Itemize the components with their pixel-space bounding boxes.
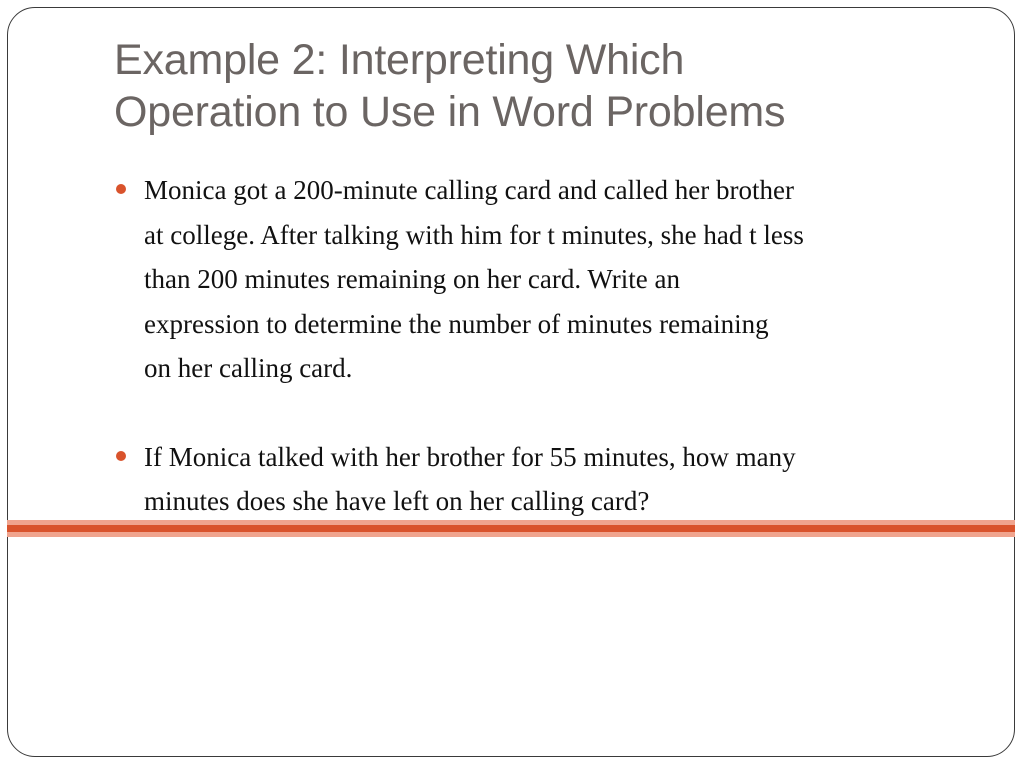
bullet-2-line-2: minutes does she have left on her calling card? bbox=[144, 486, 650, 516]
bullet-icon bbox=[116, 451, 126, 461]
bullet-item-1 bbox=[112, 168, 972, 391]
title-line-2: Operation to Use in Word Problems bbox=[114, 88, 786, 136]
bullet-item-2 bbox=[112, 435, 972, 524]
bullet-1-line-2: at college. After talking with him for t minutes, she had t less bbox=[144, 219, 804, 250]
bullet-2-line-1: If Monica talked with her brother for 55 minutes, how many bbox=[144, 441, 796, 472]
bullet-1-line-1: Monica got a 200-minute calling card and called her brother bbox=[144, 175, 795, 205]
accent-stripe-bottom bbox=[7, 532, 1015, 537]
slide-title bbox=[114, 34, 974, 138]
slide-body bbox=[112, 168, 972, 524]
title-line-1: Example 2: Interpreting Which bbox=[114, 36, 685, 84]
accent-stripe-main bbox=[7, 525, 1015, 532]
bullet-icon bbox=[116, 184, 126, 194]
bullet-1-line-4: expression to determine the number of minutes remaining bbox=[144, 308, 769, 339]
bullet-1-line-3: than 200 minutes remaining on her card. Write an bbox=[144, 264, 681, 294]
bullet-1-line-5: on her calling card. bbox=[144, 353, 353, 383]
